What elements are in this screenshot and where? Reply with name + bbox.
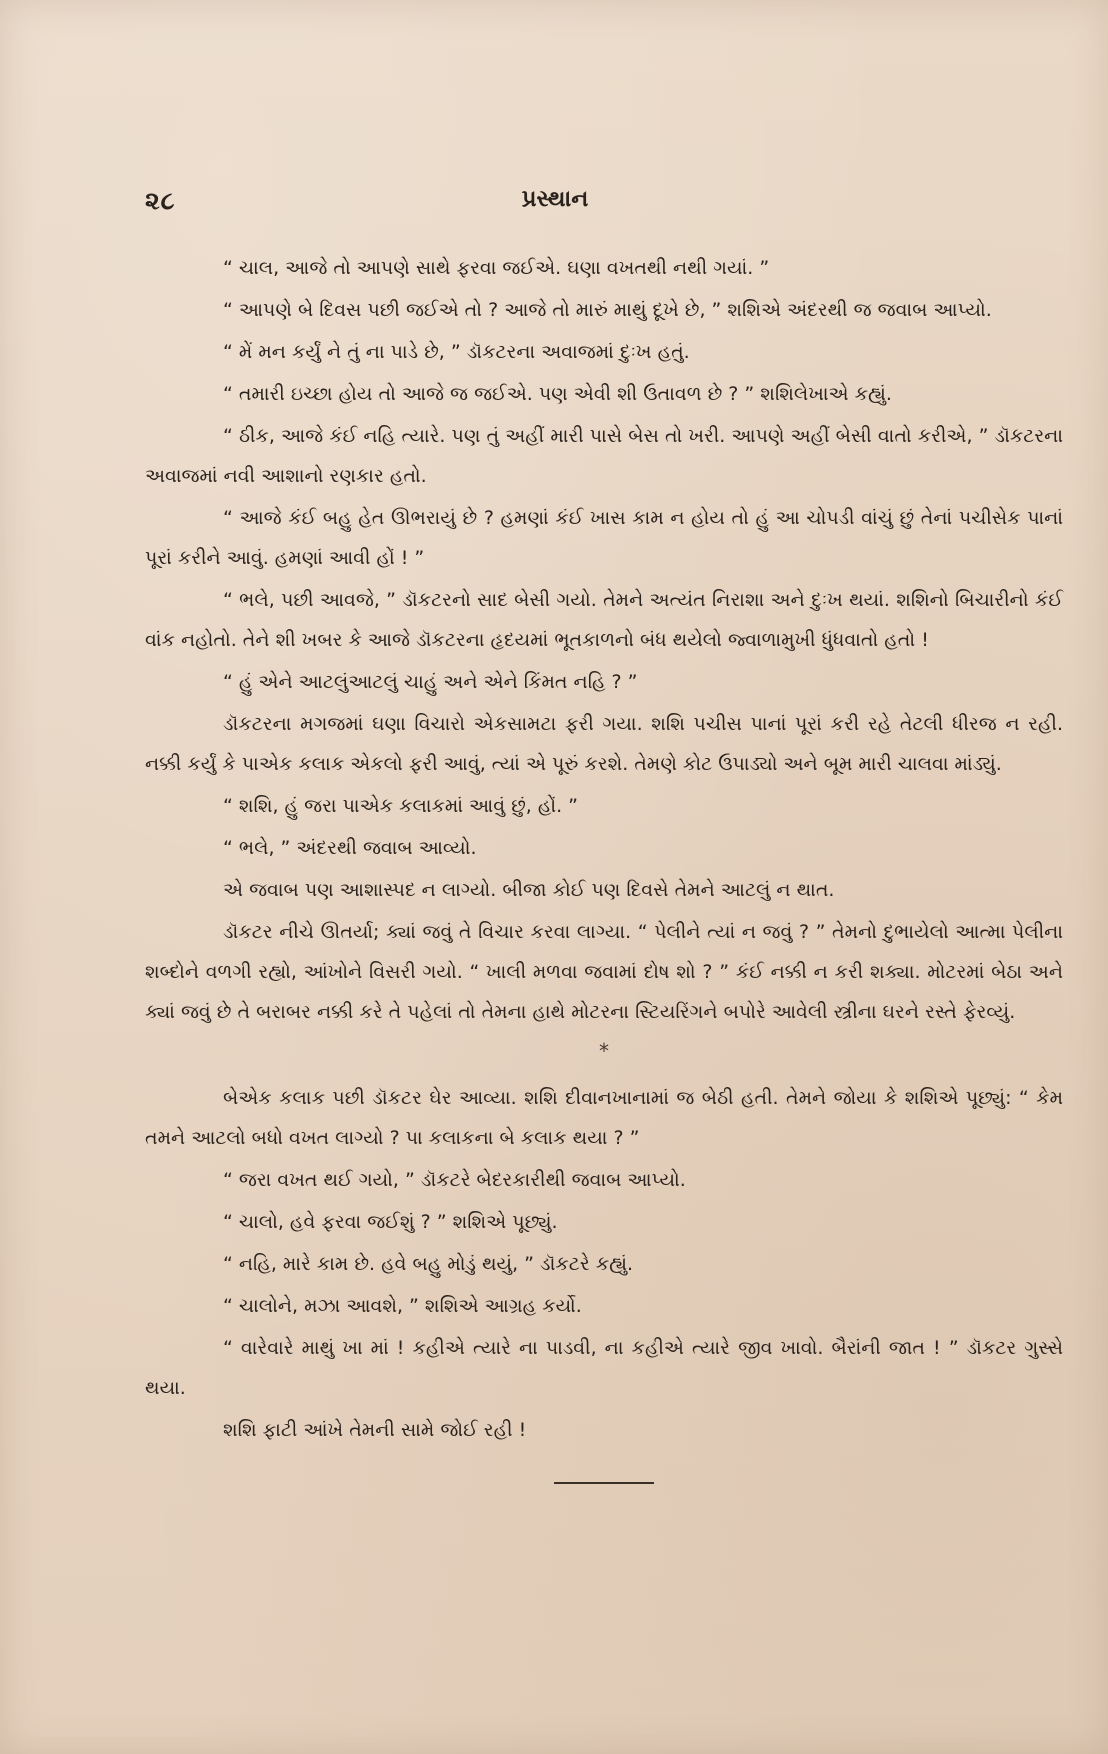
paragraph: “ શશિ, હું જરા પાએક કલાકમાં આવું છું, હોં. ” [223,795,579,817]
paragraph: બેએક કલાક પછી ડૉકટર ઘેર આવ્યા. શશિ દીવાનખાનામાં જ બેઠી હતી. તેમને જોયા કે શશિએ પૂછ્યું: “ કેમ તમને આટલો બધો વખત લાગ્યો ? પા કલાકના બે કલાક થયા ? ” [145,1087,1063,1149]
paragraph: “ ઠીક, આજે કંઈ નહિ ત્યારે. પણ તું અહીં મારી પાસે બેસ તો ખરી. આપણે અહીં બેસી વાતો કરીએ, ” ડૉકટરના અવાજમાં નવી આશાનો રણકાર હતો. [145,425,1063,487]
paragraph: “ ચાલોને, મઝા આવશે, ” શશિએ આગ્રહ કર્યો. [223,1295,582,1317]
page-number: ૨૮ [145,186,176,215]
end-rule [554,1482,654,1484]
running-title: પ્રસ્થાન [521,186,589,212]
paragraph: “ ચાલો, હવે ફરવા જઈશું ? ” શશિએ પૂછ્યું. [223,1211,558,1233]
paragraph: “ નહિ, મારે કામ છે. હવે બહુ મોડું થયું, ” ડૉકટરે કહ્યું. [223,1253,634,1275]
paragraph: “ આજે કંઈ બહુ હેત ઊભરાયું છે ? હમણાં કંઈ ખાસ કામ ન હોય તો હું આ ચોપડી વાંચું છું તેનાં પચીસેક પાનાં પૂરાં કરીને આવું. હમણાં આવી હોં ! ” [145,507,1063,569]
paragraph: “ ચાલ, આજે તો આપણે સાથે ફરવા જઈએ. ઘણા વખતથી નથી ગયાં. ” [223,257,770,279]
paragraph: શશિ ફાટી આંખે તેમની સામે જોઈ રહી ! [223,1419,527,1441]
page-header [145,186,965,216]
paragraph: “ મેં મન કર્યું ને તું ના પાડે છે, ” ડૉકટરના અવાજમાં દુઃખ હતું. [223,341,690,363]
paragraph: “ તમારી ઇચ્છા હોય તો આજે જ જઈએ. પણ એવી શી ઉતાવળ છે ? ” શશિલેખાએ કહ્યું. [223,383,892,405]
paragraph: “ વારેવારે માથું ખા માં ! કહીએ ત્યારે ના પાડવી, ના કહીએ ત્યારે જીવ ખાવો. બૈરાંની જાત ! ” ડૉકટર ગુસ્સે થયા. [145,1337,1063,1399]
paragraph: “ હું એને આટલુંઆટલું ચાહું અને એને કિંમત નહિ ? ” [223,671,638,693]
section-separator: * [599,1039,609,1063]
paragraph: ડૉકટરના મગજમાં ઘણા વિચારો એકસામટા ફરી ગયા. શશિ પચીસ પાનાં પૂરાં કરી રહે તેટલી ધીરજ ન રહી. નક્કી કર્યું કે પાએક કલાક એકલો ફરી આવું, ત્યાં એ પૂરું કરશે. તેમણે કોટ ઉપાડ્યો અને બૂમ મારી ચાલવા માંડ્યું. [145,713,1063,775]
paragraph: “ ભલે, પછી આવજે, ” ડૉકટરનો સાદ બેસી ગયો. તેમને અત્યંત નિરાશા અને દુઃખ થયાં. શશિનો બિચારીનો કંઈ વાંક નહોતો. તેને શી ખબર કે આજે ડૉકટરના હૃદયમાં ભૂતકાળનો બંધ થયેલો જ્વાળામુખી ધુંધવાતો હતો ! [145,589,1063,651]
body-text [145,248,1063,1484]
paragraph: એ જવાબ પણ આશાસ્પદ ન લાગ્યો. બીજા કોઈ પણ દિવસે તેમને આટલું ન થાત. [223,879,835,901]
paragraph: “ ભલે, ” અંદરથી જવાબ આવ્યો. [223,837,477,859]
paragraph: “ જરા વખત થઈ ગયો, ” ડૉકટરે બેદરકારીથી જવાબ આપ્યો. [223,1169,686,1191]
paragraph: ડૉકટર નીચે ઊતર્યા; ક્યાં જવું તે વિચાર કરવા લાગ્યા. “ પેલીને ત્યાં ન જવું ? ” તેમનો દુભાયેલો આત્મા પેલીના શબ્દોને વળગી રહ્યો, આંખોને વિસરી ગયો. “ ખાલી મળવા જવામાં દોષ શો ? ” કંઈ નક્કી ન કરી શક્યા. મોટરમાં બેઠા અને ક્યાં જવું છે તે બરાબર નક્કી કરે તે પહેલાં તો તેમના હાથે મોટરના સ્ટિયરિંગને બપોરે આવેલી સ્ત્રીના ઘરને રસ્તે ફેરવ્યું. [145,921,1063,1023]
paragraph: “ આપણે બે દિવસ પછી જઈએ તો ? આજે તો મારું માથું દૂખે છે, ” શશિએ અંદરથી જ જવાબ આપ્યો. [223,299,992,321]
